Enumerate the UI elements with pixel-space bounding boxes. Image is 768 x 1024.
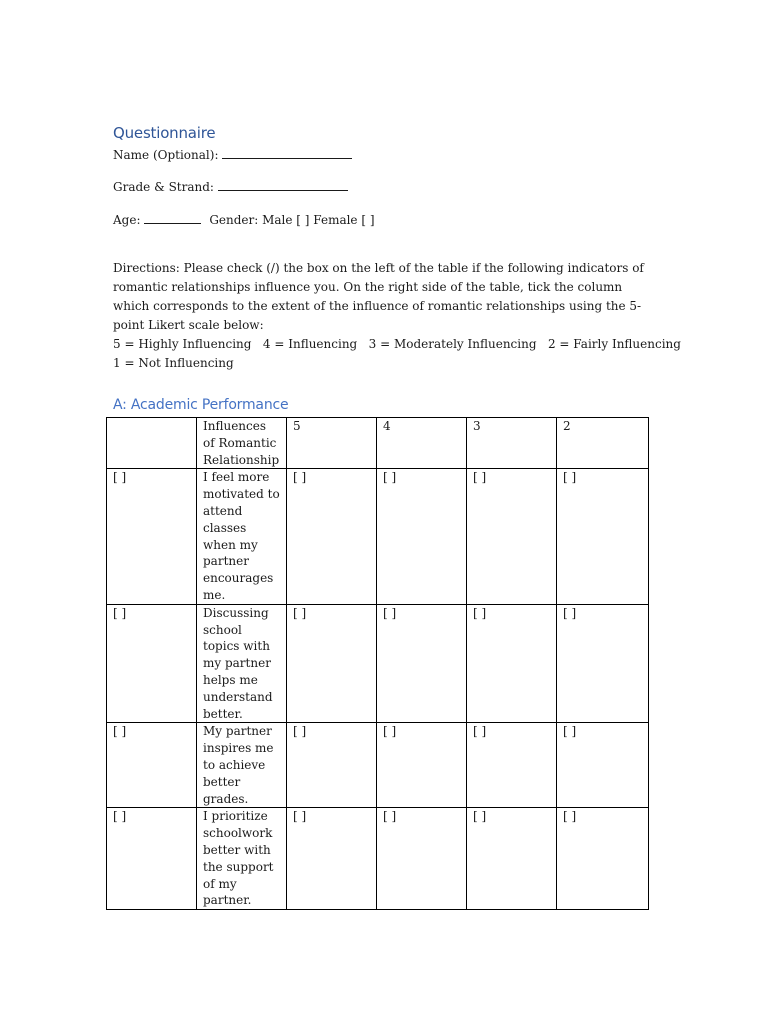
name-label: Name (Optional): xyxy=(113,148,223,162)
rating-checkbox-4[interactable]: [ ] xyxy=(377,808,467,910)
age-gender-field xyxy=(113,212,658,228)
academic-performance-table xyxy=(106,417,649,910)
header-cell-check xyxy=(107,418,197,469)
rating-checkbox-5[interactable]: [ ] xyxy=(287,808,377,910)
rating-checkbox-2[interactable]: [ ] xyxy=(557,604,649,723)
header-cell-3: 3 xyxy=(467,418,557,469)
rating-checkbox-2[interactable]: [ ] xyxy=(557,808,649,910)
rating-checkbox-3[interactable]: [ ] xyxy=(467,723,557,808)
rating-checkbox-3[interactable]: [ ] xyxy=(467,808,557,910)
name-field xyxy=(113,147,658,163)
header-cell-2: 2 xyxy=(557,418,649,469)
indicator-checkbox[interactable]: [ ] xyxy=(107,808,197,910)
section-heading-academic-performance: A: Academic Performance xyxy=(113,397,289,413)
rating-checkbox-4[interactable]: [ ] xyxy=(377,469,467,604)
rating-checkbox-4[interactable]: [ ] xyxy=(377,723,467,808)
header-cell-4: 4 xyxy=(377,418,467,469)
table-header-row xyxy=(107,418,649,469)
likert-scale-line-1: 5 = Highly Influencing 4 = Influencing 3 = Moderately Influencing 2 = Fairly Influencing xyxy=(113,337,681,351)
likert-scale-line-2: 1 = Not Influencing xyxy=(113,356,234,370)
rating-checkbox-3[interactable]: [ ] xyxy=(467,469,557,604)
gender-label: Gender: Male [ ] Female [ ] xyxy=(209,213,375,227)
table-row xyxy=(107,808,649,910)
rating-checkbox-5[interactable]: [ ] xyxy=(287,604,377,723)
directions-text: Directions: Please check (/) the box on the left of the table if the following indicators of romantic relationships influence you. On the right side of the table, tick the column which corresponds to the extent of the influence of romantic relationships using the 5-point Likert scale below: xyxy=(113,261,644,332)
rating-checkbox-4[interactable]: [ ] xyxy=(377,604,467,723)
indicator-checkbox[interactable]: [ ] xyxy=(107,723,197,808)
age-blank[interactable] xyxy=(144,212,201,224)
table-row xyxy=(107,723,649,808)
rating-checkbox-5[interactable]: [ ] xyxy=(287,723,377,808)
indicator-text: I prioritize schoolwork better with the support of my partner. xyxy=(197,808,287,910)
indicator-checkbox[interactable]: [ ] xyxy=(107,469,197,604)
indicator-text: My partner inspires me to achieve better grades. xyxy=(197,723,287,808)
grade-strand-label: Grade & Strand: xyxy=(113,180,218,194)
name-blank[interactable] xyxy=(222,147,352,159)
grade-strand-field xyxy=(113,179,658,195)
rating-checkbox-2[interactable]: [ ] xyxy=(557,723,649,808)
rating-checkbox-5[interactable]: [ ] xyxy=(287,469,377,604)
page-title: Questionnaire xyxy=(113,124,216,142)
table-row xyxy=(107,469,649,604)
indicator-text: Discussing school topics with my partner helps me understand better. xyxy=(197,604,287,723)
table-row xyxy=(107,604,649,723)
header-cell-influences: Influences of Romantic Relationship xyxy=(197,418,287,469)
directions xyxy=(113,259,681,373)
rating-checkbox-3[interactable]: [ ] xyxy=(467,604,557,723)
header-cell-5: 5 xyxy=(287,418,377,469)
indicator-checkbox[interactable]: [ ] xyxy=(107,604,197,723)
age-label: Age: xyxy=(113,213,145,227)
grade-strand-blank[interactable] xyxy=(218,179,348,191)
rating-checkbox-2[interactable]: [ ] xyxy=(557,469,649,604)
indicator-text: I feel more motivated to attend classes when my partner encourages me. xyxy=(197,469,287,604)
questionnaire-page xyxy=(113,124,681,910)
